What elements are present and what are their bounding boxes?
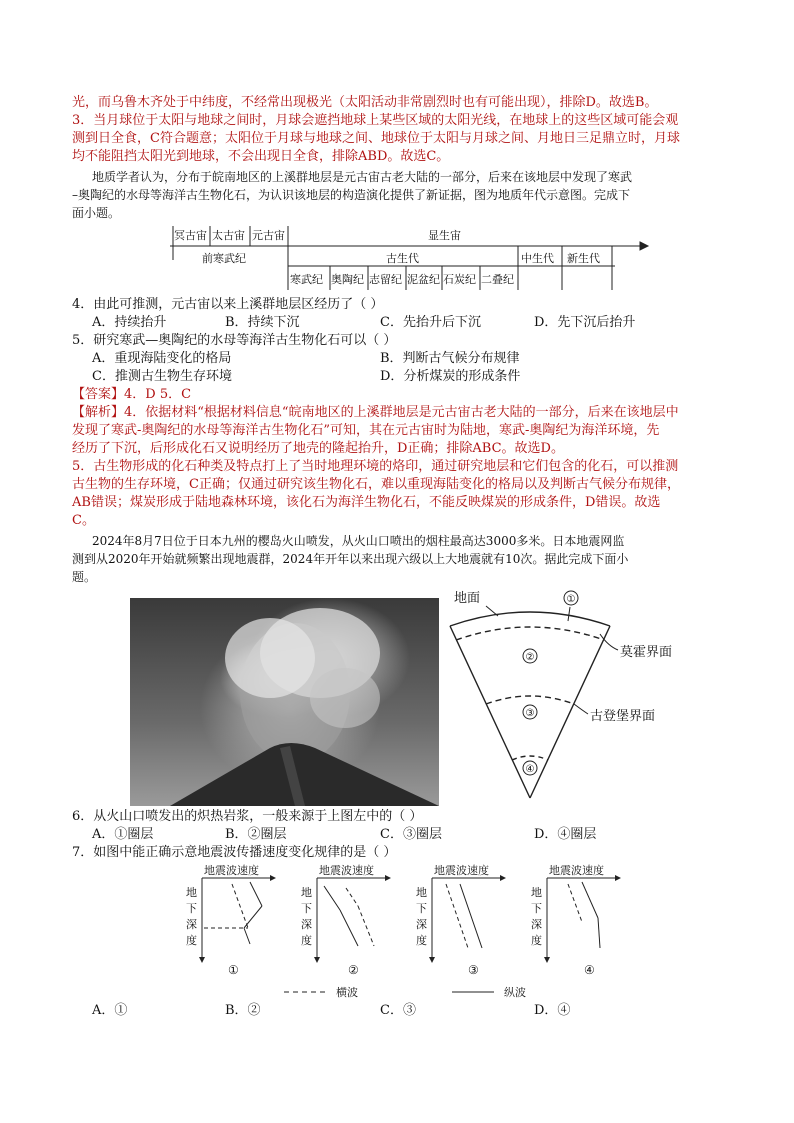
surface-label: 地面 (454, 591, 481, 606)
graph-2-y-3: 深 (301, 918, 312, 931)
graph-1-y-2: 下 (186, 902, 197, 915)
prev-answer-line-3: 测到日全食，C符合题意；太阳位于月球与地球之间、地球位于太阳与月球之间、月地日三足鼎立时，月球 (72, 131, 680, 146)
material-1-line-1: 地质学者认为，分布于皖南地区的上溪群地层是元古宙古老大陆的一部分，后来在该地层中发现了寒武 (92, 170, 633, 184)
analysis-5-line-2: 古生物的生存环境，C正确；仅通过研究该生物化石，难以重现海陆变化的格局以及判断古气候分布规律， (72, 477, 680, 492)
graph-4-label: ④ (584, 963, 595, 977)
graph-1-label: ① (228, 963, 239, 977)
q6-option-d: D．④圈层 (534, 827, 597, 842)
graph-1-x-axis: 地震波速度 (204, 864, 259, 877)
graph-4-y-1: 地 (531, 886, 542, 899)
q6-stem: 6．从火山口喷发出的炽热岩浆，一般来源于上图左中的（ ） (72, 809, 423, 824)
eon-hadean: 冥古宙 (174, 229, 207, 242)
material-1-line-3: 面小题。 (72, 206, 121, 220)
graph-4-x-axis: 地震波速度 (549, 864, 604, 877)
graph-3-y-4: 度 (416, 934, 427, 947)
q7-option-c: C．③ (380, 1003, 416, 1018)
material-2-line-2: 测到从2020年开始就频繁出现地震群，2024年开年以来出现六级以上大地震就有10次。据此完成下面小 (72, 552, 629, 566)
gutenberg-label: 古登堡界面 (590, 709, 656, 724)
answer-tag: 【答案】 (72, 387, 125, 402)
period-devonian: 泥盆纪 (407, 273, 440, 286)
moho-label: 莫霍界面 (620, 645, 673, 660)
prev-answer-line-1: 光，而乌鲁木齐处于中纬度，不经常出现极光（太阳活动非常剧烈时也有可能出现），排除D。故选B。 (72, 95, 658, 110)
analysis-5-line-1: 5．古生物形成的化石种类及特点打上了当时地理环境的烙印，通过研究地层和它们包含的化石，可以推测 (72, 459, 679, 474)
legend-p-wave: 纵波 (504, 986, 526, 999)
graph-3-label: ③ (468, 963, 479, 977)
q6-option-b: B．②圈层 (225, 827, 287, 842)
graph-2-label: ② (348, 963, 359, 977)
analysis-4-line-2: 发现了寒武-奥陶纪的水母等海洋古生物化石”可知，其在元古宙时为陆地，寒武-奥陶纪为海洋环境，先 (72, 423, 660, 438)
graph-1-y-3: 深 (186, 918, 197, 931)
graph-4-y-3: 深 (531, 918, 542, 931)
graph-3-x-axis: 地震波速度 (434, 864, 489, 877)
answer-text: 4．D 5．C (124, 387, 192, 402)
q5-option-b: B．判断古气候分布规律 (380, 351, 520, 366)
prev-answer-line-4: 均不能阻挡太阳光到地球，不会出现日全食，排除ABD。故选C。 (72, 149, 450, 164)
period-silurian: 志留纪 (369, 273, 402, 286)
q5-option-c: C．推测古生物生存环境 (92, 369, 232, 384)
graph-1-y-4: 度 (186, 934, 197, 947)
q6-option-c: C．③圈层 (380, 827, 442, 842)
graph-2-y-4: 度 (301, 934, 312, 947)
seismic-wave-graphs (170, 862, 650, 1000)
material-1-line-2: –奥陶纪的水母等海洋古生物化石，为认识该地层的构造演化提供了新证据，图为地质年代示意图。完成下 (72, 188, 631, 202)
graph-1 (202, 878, 275, 962)
layer-3-label: ③ (525, 708, 535, 719)
graph-2-y-1: 地 (301, 886, 312, 899)
analysis-5-line-3: AB错误；煤炭形成于陆地森林环境，该化石为海洋生物化石，不能反映煤炭的形成条件，D错误。故选 (72, 495, 661, 510)
answer-line (72, 386, 191, 404)
analysis-tag: 【解析】 (72, 405, 125, 420)
q6-option-a: A．①圈层 (92, 827, 154, 842)
volcano-photo (130, 598, 439, 806)
q5-option-a: A．重现海陆变化的格局 (92, 351, 232, 366)
graph-1-y-1: 地 (186, 886, 197, 899)
precambrian-label: 前寒武纪 (202, 252, 246, 265)
graph-3 (432, 878, 505, 962)
period-cambrian: 寒武纪 (290, 273, 323, 286)
period-ordovician: 奥陶纪 (331, 273, 364, 286)
q7-option-d: D．④ (534, 1003, 571, 1018)
period-carboniferous: 石炭纪 (443, 273, 476, 286)
layer-2-label: ② (525, 652, 535, 663)
q4-option-a: A．持续抬升 (92, 315, 167, 330)
prev-answer-line-2: 3．当月球位于太阳与地球之间时，月球会遮挡地球上某些区域的太阳光线，在地球上的这些区域可能会观 (72, 113, 679, 128)
eon-phanerozoic: 显生宙 (428, 229, 461, 242)
graph-2 (317, 878, 390, 962)
layer-4-label: ④ (525, 764, 535, 775)
q5-option-d: D．分析煤炭的形成条件 (380, 369, 521, 384)
layer-1-label: ① (566, 594, 576, 605)
graph-3-y-1: 地 (416, 886, 427, 899)
q7-option-b: B．② (225, 1003, 261, 1018)
analysis-4-line-1 (72, 404, 679, 422)
q7-stem: 7．如图中能正确示意地震波传播速度变化规律的是（ ） (72, 845, 397, 860)
mesozoic-label: 中生代 (521, 252, 554, 265)
legend-s-wave: 横波 (336, 986, 358, 999)
graph-4-y-4: 度 (531, 934, 542, 947)
q4-option-b: B．持续下沉 (225, 315, 300, 330)
cenozoic-label: 新生代 (567, 252, 600, 265)
eon-proterozoic: 元古宙 (252, 229, 285, 242)
graph-4 (547, 878, 620, 962)
q7-option-a: A．① (92, 1003, 128, 1018)
q4-option-d: D．先下沉后抬升 (534, 315, 636, 330)
graph-3-y-2: 下 (416, 902, 427, 915)
analysis-5-line-4: C。 (72, 513, 95, 528)
graph-2-x-axis: 地震波速度 (319, 864, 374, 877)
q5-stem: 5．研究寒武—奥陶纪的水母等海洋古生物化石可以（ ） (72, 333, 397, 348)
material-2-line-1: 2024年8月7日位于日本九州的樱岛火山喷发，从火山口喷出的烟柱最高达3000多米。日本地震网监 (92, 534, 625, 548)
q4-stem: 4．由此可推测，元古宙以来上溪群地层区经历了（ ） (72, 297, 384, 312)
eon-archean: 太古宙 (212, 229, 245, 242)
paleozoic-label: 古生代 (386, 252, 419, 265)
analysis-4-text-1: 4．依据材料“根据材料信息“皖南地区的上溪群地层是元古宙古老大陆的一部分，后来在该地层中 (124, 405, 679, 420)
earth-layers-diagram (440, 584, 700, 804)
graph-4-y-2: 下 (531, 902, 542, 915)
material-2-line-3: 题。 (72, 570, 97, 584)
graph-3-y-3: 深 (416, 918, 427, 931)
period-permian: 二叠纪 (481, 273, 514, 286)
q4-option-c: C．先抬升后下沉 (380, 315, 481, 330)
graph-2-y-2: 下 (301, 902, 312, 915)
analysis-4-line-3: 经历了下沉，后形成化石又说明经历了地壳的隆起抬升，D正确；排除ABC。故选D。 (72, 441, 564, 456)
geologic-timeline (170, 222, 650, 294)
